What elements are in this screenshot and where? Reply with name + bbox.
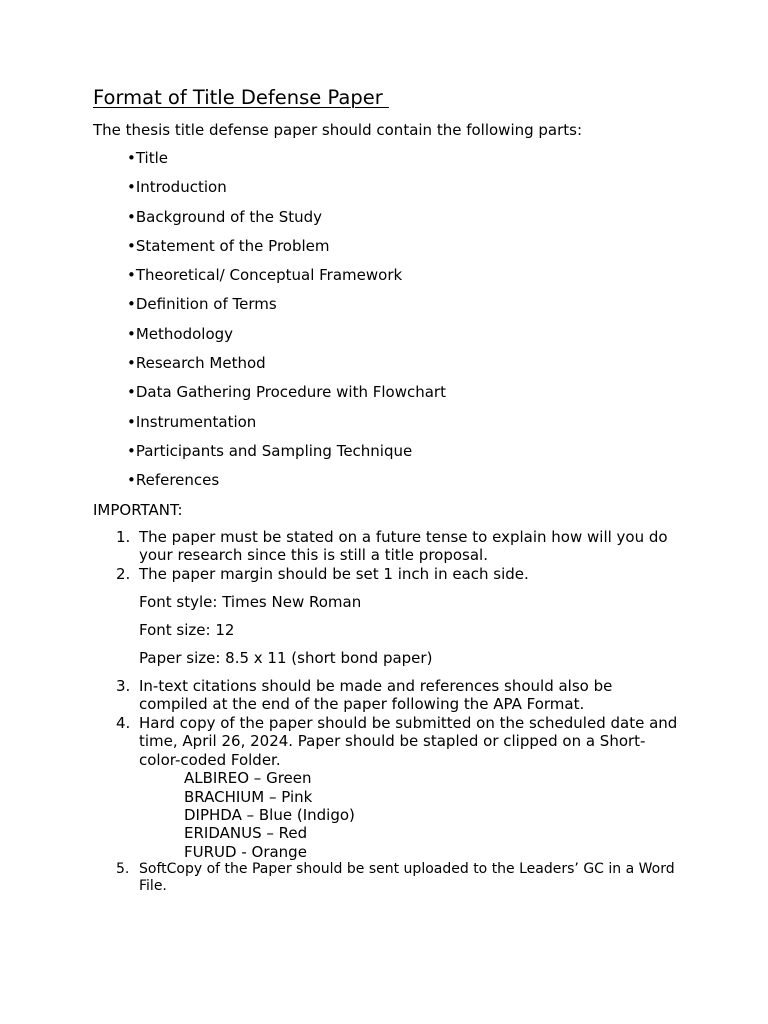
item-number: 3. [116, 677, 131, 695]
list-item [127, 354, 446, 383]
bullet-icon: • [127, 295, 136, 314]
important-item-text: The paper must be stated on a future tense to explain how will you do your research since this is still a title proposal. [139, 528, 668, 565]
list-item [127, 266, 446, 295]
list-item [127, 149, 446, 178]
bullet-icon: • [127, 324, 136, 343]
list-item [127, 325, 446, 354]
list-item [127, 442, 446, 471]
folder-color-line: ERIDANUS – Red [184, 824, 308, 842]
list-item-label: Data Gathering Procedure with Flowchart [135, 383, 446, 402]
list-item-label: Title [135, 149, 169, 167]
list-item [127, 178, 446, 207]
list-item-label: Background of the Study [135, 207, 323, 226]
bullet-icon: • [127, 412, 136, 431]
item-number: 1. [116, 528, 131, 546]
list-item-label: Statement of the Problem [135, 236, 330, 255]
list-item-label: Theoretical/ Conceptual Framework [135, 266, 403, 285]
bullet-icon: • [127, 207, 136, 226]
paper-size-line: Paper size: 8.5 x 11 (short bond paper) [139, 649, 433, 667]
intro-paragraph: The thesis title defense paper should contain the following parts: [93, 121, 583, 139]
list-item-label: Research Method [135, 354, 266, 373]
list-item [127, 208, 446, 237]
item-number: 4. [116, 714, 131, 732]
item-number: 2. [116, 565, 131, 583]
folder-color-line: FURUD - Orange [184, 842, 307, 861]
bullet-icon: • [127, 178, 136, 197]
font-style-line: Font style: Times New Roman [139, 593, 362, 611]
parts-list [127, 149, 446, 501]
document-title: Format of Title Defense Paper [93, 86, 389, 109]
folder-color-line: BRACHIUM – Pink [184, 787, 313, 806]
bullet-icon: • [127, 236, 136, 255]
important-heading: IMPORTANT: [93, 501, 183, 519]
list-item-label: References [135, 471, 220, 490]
bullet-icon: • [127, 441, 136, 460]
list-item [127, 237, 446, 266]
list-item-label: Definition of Terms [135, 295, 277, 314]
list-item [127, 413, 446, 442]
bullet-icon: • [127, 149, 136, 167]
bullet-icon: • [127, 471, 136, 490]
folder-color-line: DIPHDA – Blue (Indigo) [184, 806, 355, 824]
bullet-icon: • [127, 266, 136, 285]
list-item [127, 471, 446, 500]
important-item-text: In-text citations should be made and references should also be compiled at the end of the paper following the APA Format. [139, 677, 613, 714]
font-size-line: Font size: 12 [139, 621, 235, 639]
bullet-icon: • [127, 354, 136, 373]
list-item-label: Introduction [135, 178, 227, 197]
important-item-text: SoftCopy of the Paper should be sent uploaded to the Leaders’ GC in a Word File. [139, 861, 675, 894]
list-item-label: Instrumentation [135, 412, 257, 431]
bullet-icon: • [127, 383, 136, 402]
important-item-text: Hard copy of the paper should be submitted on the scheduled date and time, April 26, 2024. Paper should be stapled or clipped on a Short-color-coded Folder. [139, 714, 678, 769]
item-number: 5. [116, 861, 130, 877]
important-item-text: The paper margin should be set 1 inch in each side. [139, 565, 529, 583]
list-item [127, 295, 446, 324]
list-item-label: Methodology [135, 324, 234, 343]
list-item [127, 383, 446, 412]
list-item-label: Participants and Sampling Technique [135, 441, 413, 460]
folder-color-line: ALBIREO – Green [184, 769, 312, 787]
